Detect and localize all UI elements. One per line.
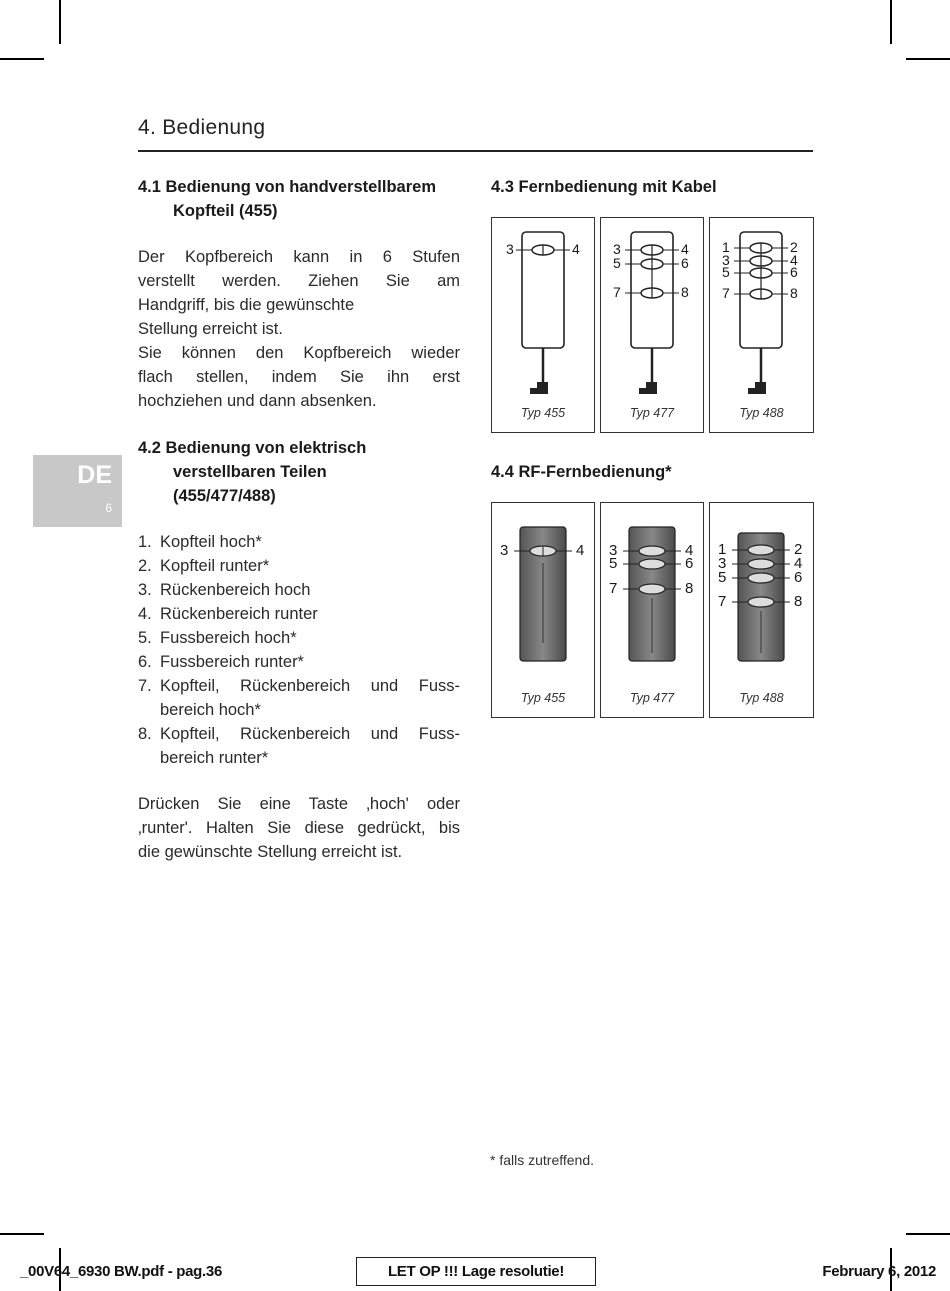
list-number: 7. bbox=[138, 677, 152, 695]
button-label: 8 bbox=[794, 593, 803, 610]
language-tab bbox=[33, 455, 122, 527]
list-text: Rückenbereich hoch bbox=[160, 581, 311, 599]
text-line: hochziehen und dann absenken. bbox=[138, 392, 377, 410]
language-code: DE bbox=[77, 461, 112, 489]
panel-caption: Typ 477 bbox=[629, 406, 675, 420]
list-text: Fussbereich runter* bbox=[160, 653, 304, 671]
list-text: bereich runter* bbox=[160, 749, 269, 767]
remote-rf-icon bbox=[601, 503, 703, 717]
closing-paragraph bbox=[138, 792, 460, 864]
button-label: 3 bbox=[722, 252, 730, 268]
list-text: Kopfteil, Rückenbereich und Fuss- bbox=[160, 725, 460, 743]
section-body bbox=[138, 245, 460, 413]
text-line: verstellt werden. Ziehen Sie am bbox=[138, 272, 460, 290]
list-text: bereich hoch* bbox=[160, 701, 261, 719]
footer-date: February 6, 2012 bbox=[822, 1263, 936, 1280]
button-label: 8 bbox=[681, 284, 689, 300]
button-label: 6 bbox=[790, 264, 798, 280]
button-label: 8 bbox=[685, 580, 694, 597]
button-label: 4 bbox=[790, 252, 798, 268]
page-heading: 4. Bedienung bbox=[138, 116, 266, 139]
button-label: 5 bbox=[609, 555, 618, 572]
list-item bbox=[138, 530, 460, 554]
button-label: 7 bbox=[609, 580, 618, 597]
list-item bbox=[138, 650, 460, 674]
remote-rf-icon bbox=[710, 503, 813, 717]
crop-mark bbox=[890, 0, 892, 44]
button-label: 3 bbox=[500, 542, 509, 559]
remote-panel-rf-477 bbox=[600, 502, 704, 718]
panel-caption: Typ 455 bbox=[520, 691, 566, 705]
button-label: 7 bbox=[722, 285, 730, 301]
button-label: 6 bbox=[681, 255, 689, 271]
section-4-4-title: 4.4 RF-Fernbedienung* bbox=[491, 463, 672, 481]
list-number: 8. bbox=[138, 725, 152, 743]
crop-mark bbox=[906, 58, 950, 60]
list-number: 3. bbox=[138, 581, 152, 599]
list-item bbox=[138, 722, 460, 770]
button-label: 1 bbox=[718, 541, 727, 558]
list-item bbox=[138, 602, 460, 626]
button-label: 3 bbox=[506, 241, 514, 257]
list-text: Kopfteil runter* bbox=[160, 557, 270, 575]
button-label: 5 bbox=[718, 569, 727, 586]
crop-mark bbox=[906, 1233, 950, 1235]
button-label: 3 bbox=[609, 542, 618, 559]
crop-mark bbox=[0, 58, 44, 60]
remote-rf-icon bbox=[492, 503, 594, 717]
crop-mark bbox=[59, 0, 61, 44]
list-text: Fussbereich hoch* bbox=[160, 629, 297, 647]
text-line: Der Kopfbereich kann in 6 Stufen bbox=[138, 248, 460, 266]
list-item bbox=[138, 626, 460, 650]
panel-caption: Typ 477 bbox=[629, 691, 675, 705]
section-4-1 bbox=[138, 175, 460, 413]
remote-panel-cable-455 bbox=[491, 217, 595, 433]
crop-mark bbox=[0, 1233, 44, 1235]
remote-panel-rf-488 bbox=[709, 502, 814, 718]
list-number: 6. bbox=[138, 653, 152, 671]
button-label: 8 bbox=[790, 285, 798, 301]
section-4-2 bbox=[138, 436, 460, 864]
section-title: (455/477/488) bbox=[173, 487, 276, 505]
footnote: * falls zutreffend. bbox=[490, 1152, 595, 1168]
text-line: Sie können den Kopfbereich wieder bbox=[138, 344, 460, 362]
list-item bbox=[138, 578, 460, 602]
section-title: verstellbaren Teilen bbox=[173, 463, 327, 481]
list-item bbox=[138, 554, 460, 578]
button-label: 3 bbox=[613, 241, 621, 257]
button-label: 4 bbox=[681, 241, 689, 257]
button-label: 5 bbox=[613, 255, 621, 271]
list-number: 2. bbox=[138, 557, 152, 575]
button-label: 7 bbox=[718, 593, 727, 610]
text-line: flach stellen, indem Sie ihn erst bbox=[138, 368, 460, 386]
button-label: 1 bbox=[722, 239, 730, 255]
section-title: 4.2 Bedienung von elektrisch bbox=[138, 439, 367, 457]
button-label: 4 bbox=[685, 542, 694, 559]
remote-panel-cable-477 bbox=[600, 217, 704, 433]
section-title: 4.1 Bedienung von handverstellbarem bbox=[138, 178, 436, 196]
text-line: Stellung erreicht ist. bbox=[138, 320, 283, 338]
button-label: 6 bbox=[794, 569, 803, 586]
button-label: 4 bbox=[576, 542, 585, 559]
steps-list bbox=[138, 530, 460, 770]
list-number: 4. bbox=[138, 605, 152, 623]
button-label: 7 bbox=[613, 284, 621, 300]
list-text: Kopfteil hoch* bbox=[160, 533, 262, 551]
text-line: die gewünschte Stellung erreicht ist. bbox=[138, 843, 403, 861]
page-number: 6 bbox=[105, 501, 112, 515]
button-label: 5 bbox=[722, 264, 730, 280]
panel-caption: Typ 455 bbox=[520, 406, 566, 420]
text-line: Drücken Sie eine Taste ‚hoch' oder bbox=[138, 795, 460, 813]
remote-panel-rf-455 bbox=[491, 502, 595, 718]
section-title: Kopfteil (455) bbox=[173, 202, 278, 220]
button-label: 4 bbox=[572, 241, 580, 257]
list-text: Kopfteil, Rückenbereich und Fuss- bbox=[160, 677, 460, 695]
section-4-3-title: 4.3 Fernbedienung mit Kabel bbox=[491, 178, 717, 196]
list-number: 1. bbox=[138, 533, 152, 551]
footer-filename: _00V64_6930 BW.pdf - pag.36 bbox=[20, 1263, 222, 1280]
panel-caption: Typ 488 bbox=[739, 691, 784, 705]
button-label: 2 bbox=[794, 541, 803, 558]
button-label: 3 bbox=[718, 555, 727, 572]
heading-rule bbox=[138, 150, 813, 152]
list-item bbox=[138, 674, 460, 722]
list-text: Rückenbereich runter bbox=[160, 605, 318, 623]
panel-caption: Typ 488 bbox=[739, 406, 784, 420]
button-label: 6 bbox=[685, 555, 694, 572]
text-line: ‚runter'. Halten Sie diese gedrückt, bis bbox=[138, 819, 460, 837]
remote-panel-cable-488 bbox=[709, 217, 814, 433]
list-number: 5. bbox=[138, 629, 152, 647]
text-line: Handgriff, bis die gewünschte bbox=[138, 296, 355, 314]
footer-warning-box: LET OP !!! Lage resolutie! bbox=[356, 1257, 596, 1286]
button-label: 4 bbox=[794, 555, 803, 572]
button-label: 2 bbox=[790, 239, 798, 255]
